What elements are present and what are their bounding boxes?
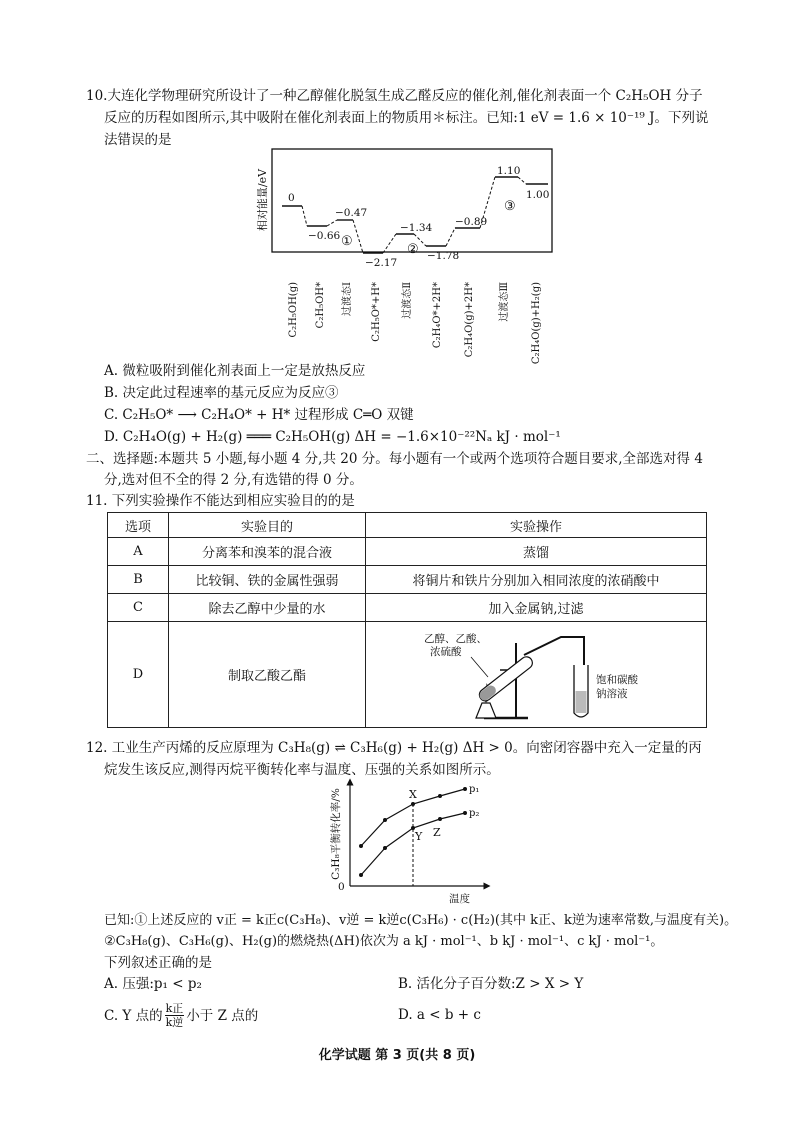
- reagent-label-line2: 浓硫酸: [430, 645, 462, 658]
- row-a-operation: 蒸馏: [366, 538, 707, 566]
- curve-p2-label: p₂: [469, 808, 480, 819]
- header-operation: 实验操作: [366, 513, 707, 538]
- energy-neg047: −0.47: [335, 207, 368, 219]
- row-d-purpose: 制取乙酸乙酯: [169, 622, 366, 728]
- header-purpose: 实验目的: [169, 513, 366, 538]
- x-label-ts3: 过渡态Ⅲ: [499, 282, 510, 322]
- page-footer: 化学试题 第 3 页(共 8 页): [318, 1048, 476, 1063]
- row-a-option: A: [108, 538, 169, 566]
- q10-option-d: D. C₂H₄O(g) + H₂(g) ═══ C₂H₅OH(g) ΔH = −1.6×10⁻²²Nₐ kJ · mol⁻¹: [104, 429, 561, 445]
- energy-neg217: −2.17: [365, 257, 398, 269]
- row-b-option: B: [108, 566, 169, 594]
- table-row: [108, 566, 707, 594]
- q12-stem-line1: 12. 工业生产丙烯的反应原理为 C₃H₈(g) ⇌ C₃H₆(g) + H₂(g) ΔH > 0。向密闭容器中充入一定量的丙: [86, 740, 702, 756]
- q10-stem-line3: 法错误的是: [104, 132, 172, 148]
- graph-x-label: 温度: [449, 893, 470, 905]
- table-header-row: [108, 513, 707, 538]
- row-b-purpose: 比较铜、铁的金属性强弱: [169, 566, 366, 594]
- q12-known-1: 已知:①上述反应的 v正 = k正c(C₃H₈)、v逆 = k逆c(C₃H₆) · c(H₂)(其中 k正、k逆为速率常数,与温度有关)。: [104, 913, 738, 928]
- section2-instructions-line1: 二、选择题:本题共 5 小题,每小题 4 分,共 20 分。每小题有一个或两个选项符合题目要求,全部选对得 4: [86, 451, 703, 467]
- header-option: 选项: [108, 513, 169, 538]
- x-label-c2h5o-h: C₂H₅O*+H*: [371, 282, 382, 342]
- row-d-option: D: [108, 622, 169, 728]
- energy-110: 1.10: [497, 165, 521, 177]
- q10-option-b: B. 决定此过程速率的基元反应为反应③: [104, 385, 339, 401]
- row-a-purpose: 分离苯和溴苯的混合液: [169, 538, 366, 566]
- q11-stem: 11. 下列实验操作不能达到相应实验目的的是: [86, 493, 355, 509]
- step-1-marker: ①: [341, 234, 353, 249]
- energy-100: 1.00: [526, 189, 550, 201]
- row-c-option: C: [108, 594, 169, 622]
- esterification-apparatus: [416, 625, 656, 725]
- x-label-c2h5oh-g: C₂H₅OH(g): [288, 282, 299, 338]
- q12-option-c-suffix: 小于 Z 点的: [186, 1007, 259, 1024]
- point-z-label: Z: [433, 826, 441, 839]
- row-b-operation: 将铜片和铁片分别加入相同浓度的浓硝酸中: [366, 566, 707, 594]
- curve-p1-label: p₁: [469, 784, 480, 795]
- rate-constant-fraction: [165, 1002, 185, 1029]
- table-row: [108, 538, 707, 566]
- graph-y-label: C₃H₈平衡转化率/%: [330, 788, 342, 880]
- energy-axis-label: 相对能量/eV: [256, 168, 269, 232]
- q12-known-2: ②C₃H₈(g)、C₃H₆(g)、H₂(g)的燃烧热(ΔH)依次为 a kJ · mol⁻¹、b kJ · mol⁻¹、c kJ · mol⁻¹。: [104, 934, 664, 949]
- q12-option-a: A. 压强:p₁ < p₂: [104, 976, 202, 992]
- receiver-label-line2: 钠溶液: [596, 687, 628, 700]
- q12-option-c-prefix: C. Y 点的: [104, 1007, 163, 1024]
- q12-prompt: 下列叙述正确的是: [104, 955, 212, 971]
- section2-instructions-line2: 分,选对但不全的得 2 分,有选错的得 0 分。: [104, 472, 363, 488]
- table-row: [108, 594, 707, 622]
- q10-stem-line2: 反应的历程如图所示,其中吸附在催化剂表面上的物质用＊标注。已知:1 eV = 1.6 × 10⁻¹⁹ J。下列说: [104, 110, 709, 126]
- energy-neg066: −0.66: [308, 230, 341, 242]
- q12-option-d: D. a < b + c: [398, 1007, 481, 1023]
- fraction-numerator: k正: [165, 1002, 184, 1015]
- x-label-products: C₂H₄O(g)+H₂(g): [531, 282, 542, 365]
- table-row: [108, 622, 707, 728]
- energy-neg134: −1.34: [400, 222, 433, 234]
- q12-option-b: B. 活化分子百分数:Z > X > Y: [398, 976, 584, 992]
- receiver-label-line1: 饱和碳酸: [596, 673, 638, 686]
- fraction-denominator: k逆: [165, 1016, 184, 1029]
- conversion-temperature-graph: [325, 778, 505, 906]
- q10-option-a: A. 微粒吸附到催化剂表面上一定是放热反应: [104, 363, 366, 379]
- x-label-c2h4o-2h: C₂H₄O*+2H*: [432, 282, 443, 349]
- x-label-c2h4o-g: C₂H₄O(g)+2H*: [464, 282, 475, 358]
- energy-profile-diagram: [250, 142, 560, 366]
- q10-option-c: C. C₂H₅O* ⟶ C₂H₄O* + H* 过程形成 C═O 双键: [104, 407, 414, 423]
- x-label-ts2: 过渡态Ⅱ: [402, 282, 413, 319]
- step-2-marker: ②: [407, 242, 419, 257]
- point-y-label: Y: [415, 830, 423, 843]
- x-label-ts1: 过渡态Ⅰ: [342, 282, 353, 316]
- energy-neg089: −0.89: [455, 216, 488, 228]
- point-x-label: X: [409, 788, 417, 801]
- reagent-label-line1: 乙醇、乙酸、: [424, 632, 487, 645]
- row-c-operation: 加入金属钠,过滤: [366, 594, 707, 622]
- experiment-table: [107, 512, 707, 728]
- row-c-purpose: 除去乙醇中少量的水: [169, 594, 366, 622]
- q10-stem-line1: 10.大连化学物理研究所设计了一种乙醇催化脱氢生成乙醛反应的催化剂,催化剂表面一个 C₂H₅OH 分子: [86, 88, 703, 104]
- step-3-marker: ③: [504, 199, 516, 214]
- q12-option-c: [104, 1002, 258, 1029]
- energy-neg178: −1.78: [427, 250, 460, 262]
- x-label-c2h5oh-ads: C₂H₅OH*: [315, 282, 326, 329]
- row-d-apparatus-cell: [366, 622, 707, 728]
- q12-stem-line2: 烷发生该反应,测得丙烷平衡转化率与温度、压强的关系如图所示。: [104, 762, 500, 778]
- graph-origin: 0: [338, 881, 345, 893]
- energy-0: 0: [288, 192, 295, 204]
